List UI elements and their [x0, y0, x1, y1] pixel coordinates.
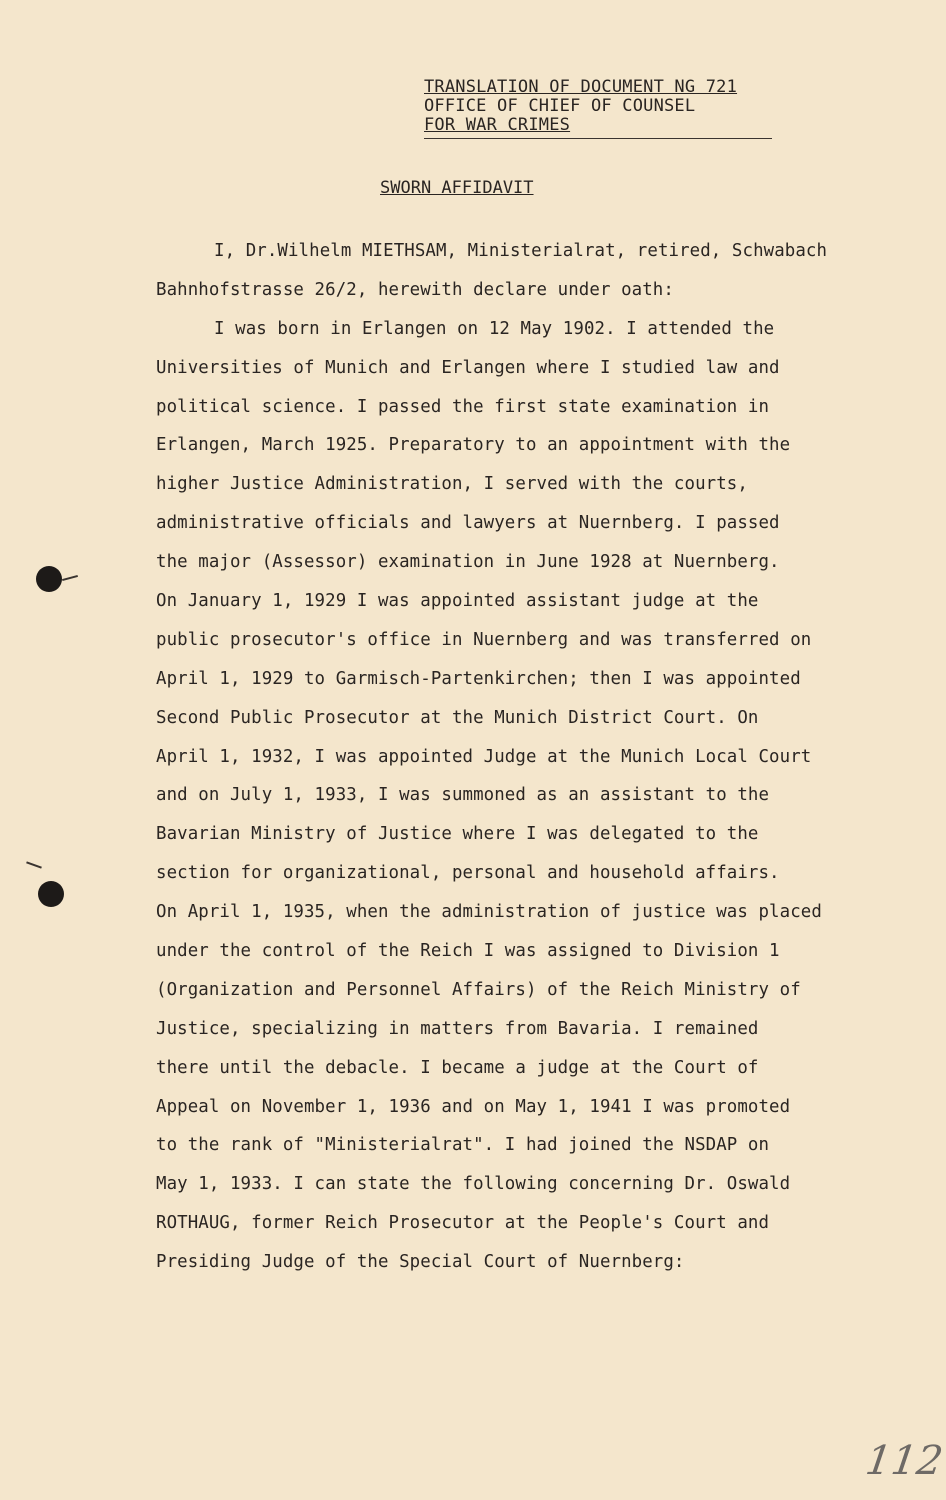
body-line: Second Public Prosecutor at the Munich District Court. On	[156, 707, 759, 728]
body-line: Appeal on November 1, 1936 and on May 1, 1941 I was promoted	[156, 1096, 791, 1117]
affidavit-body	[156, 232, 926, 1282]
margin-mark	[26, 861, 42, 868]
body-line: Justice, specializing in matters from Bavaria. I remained	[156, 1018, 759, 1039]
document-header	[424, 78, 772, 139]
body-line: under the control of the Reich I was assigned to Division 1	[156, 941, 780, 962]
body-line: April 1, 1929 to Garmisch-Partenkirchen; then I was appointed	[156, 668, 801, 689]
body-line: I, Dr.Wilhelm MIETHSAM, Ministerialrat, retired, Schwabach	[214, 241, 828, 261]
body-line: May 1, 1933. I can state the following concerning Dr. Oswald	[156, 1174, 791, 1195]
body-line: section for organizational, personal and household affairs.	[156, 863, 780, 884]
body-line: the major (Assessor) examination in June 1928 at Nuernberg.	[156, 552, 780, 573]
body-line: I was born in Erlangen on 12 May 1902. I attended the	[214, 318, 775, 339]
punch-hole-mark	[62, 575, 78, 581]
punch-hole-lower	[38, 881, 64, 907]
body-line: Erlangen, March 1925. Preparatory to an appointment with the	[156, 435, 791, 456]
body-line: administrative officials and lawyers at Nuernberg. I passed	[156, 513, 780, 534]
body-line: On January 1, 1929 I was appointed assistant judge at the	[156, 591, 759, 612]
body-line: Bahnhofstrasse 26/2, herewith declare under oath:	[156, 279, 674, 300]
header-line-translation: TRANSLATION OF DOCUMENT NG 721	[424, 77, 738, 97]
body-line: (Organization and Personnel Affairs) of the Reich Ministry of	[156, 979, 801, 1000]
header-line-war-crimes: FOR WAR CRIMES	[424, 115, 571, 135]
body-line: public prosecutor's office in Nuernberg and was transferred on	[156, 629, 812, 650]
handwritten-page-number: 112	[862, 1438, 946, 1484]
body-line: and on July 1, 1933, I was summoned as an assistant to the	[156, 785, 770, 806]
body-line: On April 1, 1935, when the administration of justice was placed	[156, 902, 822, 923]
document-title: SWORN AFFIDAVIT	[380, 178, 534, 198]
body-line: higher Justice Administration, I served with the courts,	[156, 474, 748, 495]
body-line: political science. I passed the first state examination in	[156, 396, 770, 417]
punch-hole-upper	[36, 566, 62, 592]
body-line: April 1, 1932, I was appointed Judge at the Munich Local Court	[156, 746, 812, 767]
body-line: ROTHAUG, former Reich Prosecutor at the People's Court and	[156, 1213, 770, 1234]
body-line: Presiding Judge of the Special Court of Nuernberg:	[156, 1252, 685, 1273]
body-line: Universities of Munich and Erlangen where I studied law and	[156, 357, 780, 378]
body-line: Bavarian Ministry of Justice where I was delegated to the	[156, 824, 759, 845]
body-line: to the rank of "Ministerialrat". I had joined the NSDAP on	[156, 1135, 770, 1156]
body-line: there until the debacle. I became a judge at the Court of	[156, 1057, 759, 1078]
header-line-office: OFFICE OF CHIEF OF COUNSEL	[424, 96, 696, 116]
